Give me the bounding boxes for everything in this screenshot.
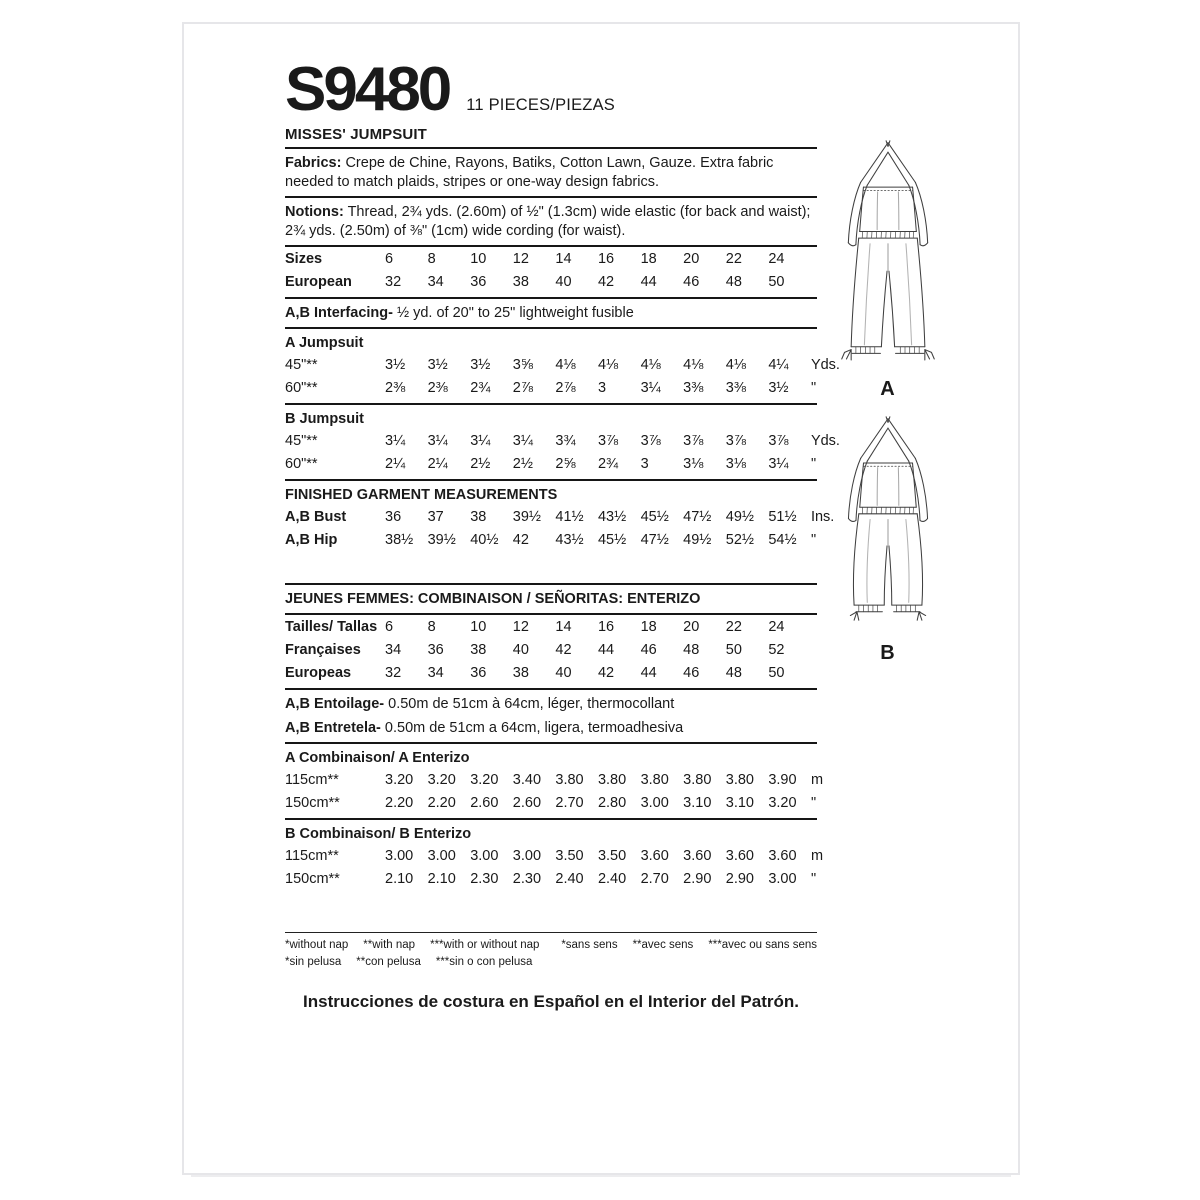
row-value: 34 (427, 273, 444, 290)
row-value: 3⅞ (640, 432, 661, 449)
divider (285, 403, 817, 405)
row-value: 24 (768, 618, 785, 635)
row-value: 10 (470, 250, 487, 267)
row-value: 52 (768, 641, 785, 658)
footnotes-spanish (285, 956, 532, 968)
footnote: ***sin o con pelusa (435, 956, 533, 968)
footnote: **with nap (363, 939, 416, 951)
row-value: 3.40 (512, 771, 542, 788)
interfacing-text: ½ yd. of 20" to 25" lightweight fusible (396, 305, 634, 321)
notions-paragraph (285, 203, 817, 241)
row-value: 6 (385, 250, 394, 267)
row-value: 48 (725, 273, 742, 290)
metric-b-150-row (285, 867, 817, 890)
row-value: 3¼ (470, 432, 491, 449)
row-value: 42 (597, 273, 615, 290)
notions-label: Notions: (285, 204, 344, 220)
row-value: 3.60 (683, 847, 712, 864)
row-label: 60"** (285, 379, 318, 396)
sizes-row (285, 247, 817, 270)
pieces-count: 11 PIECES/PIEZAS (466, 96, 615, 114)
row-value: 10 (470, 618, 487, 635)
row-value: 46 (640, 641, 657, 658)
divider (285, 479, 817, 481)
row-value: 44 (597, 641, 615, 658)
row-value: 3⅛ (725, 455, 746, 472)
row-value: 2¼ (385, 455, 406, 472)
row-value: 47½ (683, 508, 712, 525)
row-unit: " (810, 379, 817, 396)
row-value: 3.80 (683, 771, 712, 788)
row-value: 47½ (640, 531, 669, 548)
row-label: A,B Bust (285, 508, 347, 525)
spacer (285, 551, 817, 579)
row-value: 4⅛ (725, 356, 746, 373)
row-value: 16 (597, 618, 615, 635)
row-value: 3¼ (768, 455, 789, 472)
row-value: 12 (512, 618, 529, 635)
row-value: 8 (427, 618, 436, 635)
envelope-text-column (285, 24, 840, 1012)
row-value: 2⅜ (385, 379, 406, 396)
row-value: 3.00 (768, 870, 797, 887)
row-value: 3¼ (427, 432, 448, 449)
european-sizes-row (285, 270, 817, 293)
row-value: 52½ (725, 531, 754, 548)
row-value: 46 (683, 664, 700, 681)
yardage-b-45-row (285, 429, 840, 452)
footnotes-line-1 (285, 938, 817, 953)
row-value: 38½ (385, 531, 414, 548)
row-value: 41½ (555, 508, 584, 525)
row-value: 38 (512, 273, 529, 290)
row-value: 38 (512, 664, 529, 681)
row-value: 20 (683, 618, 700, 635)
interfacing-note (285, 304, 817, 323)
row-value: 49½ (725, 508, 754, 525)
row-value: 22 (725, 250, 742, 267)
row-label: 150cm** (285, 870, 340, 887)
fabrics-text: Crepe de Chine, Rayons, Batiks, Cotton Lawn, Gauze. Extra fabric needed to match plaids, stripes or one-way design fabrics. (285, 155, 774, 190)
row-value: 36 (470, 664, 487, 681)
row-value: 43½ (597, 508, 627, 525)
row-value: 20 (683, 250, 700, 267)
row-value: 6 (385, 618, 394, 635)
footnotes-french (561, 938, 817, 953)
row-value: 3.00 (640, 794, 669, 811)
row-value: 2.90 (683, 870, 712, 887)
yardage-a-45-row (285, 353, 840, 376)
divider (285, 327, 817, 329)
row-value: 3.80 (555, 771, 584, 788)
entretela-label: A,B Entretela- (285, 720, 381, 736)
row-value: 24 (768, 250, 785, 267)
row-value: 3.50 (555, 847, 584, 864)
yardage-a-title: A Jumpsuit (285, 335, 364, 351)
row-value: 51½ (768, 508, 797, 525)
row-unit: Ins. (810, 508, 835, 525)
footnotes-english (285, 938, 539, 953)
row-value: 50 (768, 273, 785, 290)
row-unit: Yds. (810, 432, 840, 449)
row-value: 4⅛ (640, 356, 661, 373)
row-value: 3⅞ (768, 432, 789, 449)
row-value: 2¾ (597, 455, 619, 472)
view-a-label: A (880, 378, 896, 400)
row-value: 3.90 (768, 771, 797, 788)
row-unit: m (810, 847, 824, 864)
row-value: 3½ (470, 356, 491, 373)
row-value: 3.20 (427, 771, 456, 788)
row-value: 2.30 (470, 870, 499, 887)
row-value: 3.80 (725, 771, 754, 788)
entretela-text: 0.50m de 51cm a 64cm, ligera, termoadhesiva (384, 720, 684, 736)
row-label: European (285, 273, 352, 290)
row-value: 2.90 (725, 870, 754, 887)
row-value: 39½ (512, 508, 542, 525)
row-value: 4⅛ (683, 356, 704, 373)
view-b-figure (836, 414, 940, 665)
row-value: 34 (385, 641, 402, 658)
row-value: 16 (597, 250, 615, 267)
row-value: 3.20 (385, 771, 414, 788)
row-unit: Yds. (810, 356, 840, 373)
row-value: 37 (427, 508, 444, 525)
row-value: 3.60 (768, 847, 797, 864)
row-value: 3¾ (555, 432, 576, 449)
row-value: 3.20 (768, 794, 797, 811)
row-value: 2½ (512, 455, 533, 472)
footnote: **avec sens (632, 939, 694, 951)
row-value: 46 (683, 273, 700, 290)
row-value: 3⅛ (683, 455, 704, 472)
row-value: 2½ (470, 455, 491, 472)
international-title: JEUNES FEMMES: COMBINAISON / SEÑORITAS: ENTERIZO (285, 591, 701, 607)
francaises-row (285, 638, 817, 661)
divider (285, 147, 817, 149)
row-value: 43½ (555, 531, 584, 548)
footnote: *without nap (285, 939, 349, 951)
row-value: 40 (555, 273, 572, 290)
row-value: 3⅜ (683, 379, 704, 396)
row-value: 3½ (768, 379, 789, 396)
row-value: 40½ (470, 531, 499, 548)
row-value: 44 (640, 273, 657, 290)
row-value: 44 (640, 664, 657, 681)
pattern-envelope-back (182, 22, 1020, 1175)
europeas-row (285, 661, 817, 684)
row-value: 45½ (640, 508, 669, 525)
row-label: 150cm** (285, 794, 340, 811)
entoilage-label: A,B Entoilage- (285, 696, 385, 712)
finished-measurements-title: FINISHED GARMENT MEASUREMENTS (285, 487, 558, 503)
footnote: ***avec ou sans sens (708, 939, 817, 951)
row-value: 3.60 (725, 847, 754, 864)
row-value: 42 (512, 531, 529, 548)
row-label: Europeas (285, 664, 352, 681)
row-value: 2.40 (555, 870, 584, 887)
row-value: 42 (555, 641, 572, 658)
row-value: 42 (597, 664, 615, 681)
row-value: 3.10 (725, 794, 754, 811)
bust-row (285, 505, 835, 528)
row-unit: " (810, 531, 817, 548)
row-value: 3 (640, 455, 649, 472)
divider (285, 196, 817, 198)
row-value: 3.80 (597, 771, 627, 788)
row-value: 36 (385, 508, 402, 525)
yardage-b-60-row (285, 452, 817, 475)
row-value: 8 (427, 250, 436, 267)
row-value: 50 (768, 664, 785, 681)
row-value: 40 (512, 641, 529, 658)
metric-a-115-row (285, 768, 824, 791)
tailles-row (285, 615, 817, 638)
row-value: 3.60 (640, 847, 669, 864)
spanish-instructions-note: Instrucciones de costura en Español en el Interior del Patrón. (303, 992, 799, 1011)
row-value: 32 (385, 664, 402, 681)
row-value: 40 (555, 664, 572, 681)
divider (285, 818, 817, 820)
interfacing-label: A,B Interfacing- (285, 305, 393, 321)
notions-text: Thread, 2¾ yds. (2.60m) of ½" (1.3cm) wide elastic (for back and waist); 2¾ yds. (2.50m) of ⅜" (1cm) wide cording (for waist). (285, 204, 811, 239)
footnote: **con pelusa (356, 956, 421, 968)
footnotes-line-2 (285, 955, 817, 970)
row-value: 54½ (768, 531, 797, 548)
row-label: Sizes (285, 250, 323, 267)
row-value: 3.00 (470, 847, 499, 864)
row-unit: " (810, 794, 817, 811)
row-label: A,B Hip (285, 531, 338, 548)
entoilage-text: 0.50m de 51cm à 64cm, léger, thermocollant (388, 696, 675, 712)
footnote: *sans sens (561, 939, 618, 951)
row-value: 45½ (597, 531, 627, 548)
row-value: 2¾ (470, 379, 491, 396)
row-value: 2⅞ (512, 379, 533, 396)
row-value: 3½ (385, 356, 406, 373)
row-label: 115cm** (285, 847, 339, 864)
divider (285, 932, 817, 933)
row-label: 60"** (285, 455, 318, 472)
row-value: 36 (470, 273, 487, 290)
row-value: 14 (555, 250, 572, 267)
row-value: 2.70 (640, 870, 669, 887)
view-a-figure (836, 138, 940, 401)
row-unit: " (810, 870, 817, 887)
view-b-label: B (880, 642, 896, 664)
row-value: 14 (555, 618, 572, 635)
row-unit: " (810, 455, 817, 472)
row-value: 3.00 (385, 847, 414, 864)
row-value: 2.70 (555, 794, 584, 811)
row-value: 3⅞ (597, 432, 619, 449)
row-value: 3.00 (427, 847, 456, 864)
entoilage-note (285, 695, 817, 714)
row-label: Françaises (285, 641, 361, 658)
hip-row (285, 528, 817, 551)
row-value: 2.80 (597, 794, 627, 811)
fabrics-paragraph (285, 154, 817, 192)
row-value: 32 (385, 273, 402, 290)
footnote: ***with or without nap (430, 939, 540, 951)
yardage-a-60-row (285, 376, 817, 399)
divider (285, 297, 817, 299)
row-value: 2¼ (427, 455, 448, 472)
row-value: 38 (470, 641, 487, 658)
row-value: 3.80 (640, 771, 669, 788)
row-value: 18 (640, 250, 657, 267)
metric-b-title: B Combinaison/ B Enterizo (285, 826, 472, 842)
row-value: 50 (725, 641, 742, 658)
row-value: 39½ (427, 531, 456, 548)
row-value: 34 (427, 664, 444, 681)
row-value: 3.00 (512, 847, 542, 864)
divider (285, 742, 817, 744)
entretela-note (285, 719, 817, 738)
row-value: 3 (597, 379, 607, 396)
row-value: 3¼ (640, 379, 661, 396)
row-value: 3¼ (385, 432, 406, 449)
row-value: 4⅛ (597, 356, 619, 373)
metric-a-150-row (285, 791, 817, 814)
title-row (285, 55, 817, 124)
row-value: 18 (640, 618, 657, 635)
divider (285, 583, 817, 585)
fabrics-label: Fabrics: (285, 155, 342, 171)
row-value: 3.10 (683, 794, 712, 811)
yardage-b-title: B Jumpsuit (285, 411, 364, 427)
row-value: 3⅞ (683, 432, 704, 449)
row-value: 2.20 (385, 794, 414, 811)
row-value: 48 (683, 641, 700, 658)
row-value: 2⅝ (555, 455, 576, 472)
jumpsuit-a-illustration (836, 138, 940, 376)
row-value: 2.20 (427, 794, 456, 811)
row-value: 48 (725, 664, 742, 681)
row-value: 12 (512, 250, 529, 267)
row-value: 3.20 (470, 771, 499, 788)
row-label: 45"** (285, 432, 318, 449)
row-label: 115cm** (285, 771, 339, 788)
footnote: *sin pelusa (285, 956, 342, 968)
metric-a-title: A Combinaison/ A Enterizo (285, 750, 470, 766)
row-value: 3.50 (597, 847, 627, 864)
row-value: 4⅛ (555, 356, 576, 373)
row-value: 38 (470, 508, 487, 525)
row-value: 3⅞ (725, 432, 746, 449)
row-value: 2.10 (427, 870, 456, 887)
row-value: 3¼ (512, 432, 533, 449)
jumpsuit-b-illustration (836, 414, 940, 640)
row-value: 2.60 (470, 794, 499, 811)
row-value: 4¼ (768, 356, 789, 373)
row-value: 3½ (427, 356, 448, 373)
row-label: Tailles/ Tallas (285, 618, 378, 635)
row-unit: m (810, 771, 824, 788)
row-value: 2.40 (597, 870, 627, 887)
row-label: 45"** (285, 356, 318, 373)
row-value: 2.60 (512, 794, 542, 811)
garment-title: MISSES' JUMPSUIT (285, 126, 427, 143)
row-value: 22 (725, 618, 742, 635)
row-value: 2.10 (385, 870, 414, 887)
row-value: 2.30 (512, 870, 542, 887)
divider (285, 688, 817, 690)
row-value: 2⅞ (555, 379, 576, 396)
pattern-number: S9480 (285, 55, 450, 124)
metric-b-115-row (285, 844, 824, 867)
row-value: 36 (427, 641, 444, 658)
row-value: 2⅜ (427, 379, 448, 396)
row-value: 49½ (683, 531, 712, 548)
row-value: 3⅜ (725, 379, 746, 396)
row-value: 3⅝ (512, 356, 533, 373)
